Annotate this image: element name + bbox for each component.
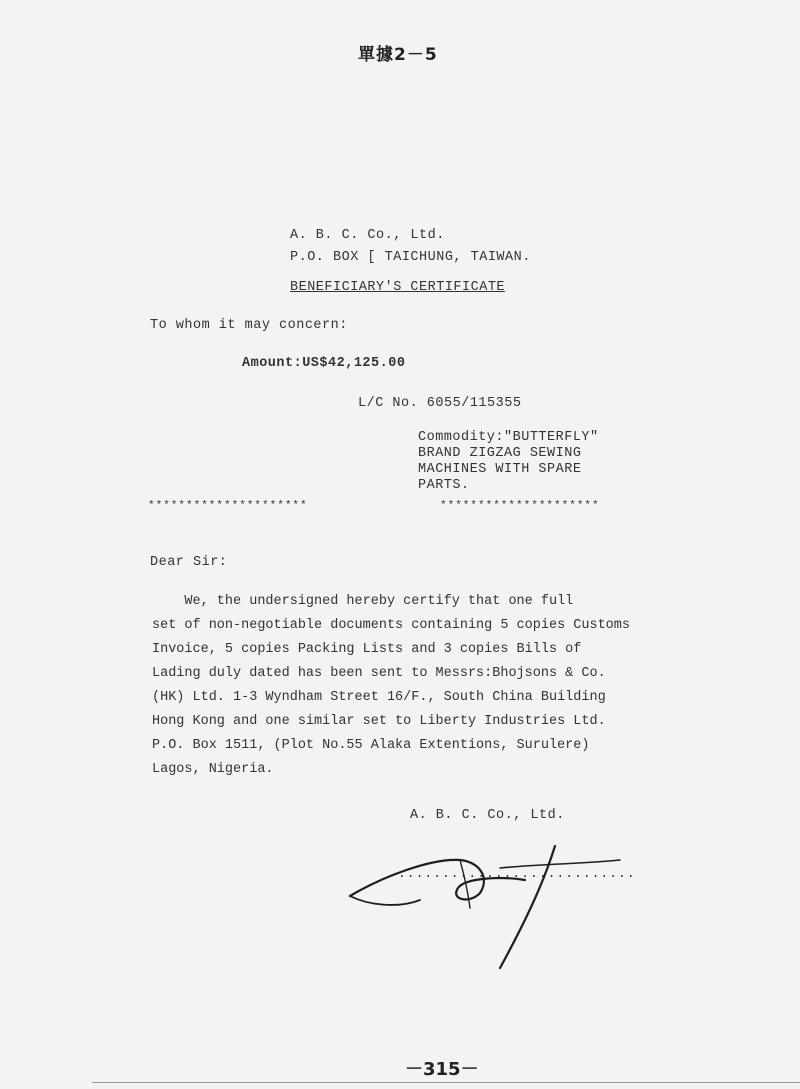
dear-salutation: Dear Sir: [150, 555, 228, 570]
bottom-rule [92, 1082, 800, 1083]
body-line: set of non-negotiable documents containing 5 copies Customs [152, 618, 630, 633]
body-line: (HK) Ltd. 1-3 Wyndham Street 16/F., South China Building [152, 690, 606, 705]
body-line: Lading duly dated has been sent to Messrs:Bhojsons & Co. [152, 666, 606, 681]
commodity-line: PARTS. [418, 478, 470, 493]
commodity-block [418, 430, 599, 494]
commodity-line: MACHINES WITH SPARE [418, 462, 582, 477]
company-address: P.O. BOX [ TAICHUNG, TAIWAN. [290, 250, 531, 265]
lc-number: L/C No. 6055/115355 [358, 396, 522, 411]
document-code: 單據2－5 [358, 45, 438, 65]
body-line: P.O. Box 1511, (Plot No.55 Alaka Extentions, Surulere) [152, 738, 590, 753]
page-number: －315－ [405, 1059, 479, 1080]
company-name: A. B. C. Co., Ltd. [290, 228, 445, 243]
salutation-top: To whom it may concern: [150, 318, 348, 333]
body-line: Hong Kong and one similar set to Liberty Industries Ltd. [152, 714, 606, 729]
separator-left: ********************* [148, 500, 308, 512]
closing-company: A. B. C. Co., Ltd. [410, 808, 565, 823]
document-title: BENEFICIARY'S CERTIFICATE [290, 280, 506, 295]
body-line: Lagos, Nigeria. [152, 762, 274, 777]
separator-right: ********************* [440, 500, 600, 512]
body-line: We, the undersigned hereby certify that one full [152, 594, 574, 609]
certificate-body [152, 590, 630, 782]
signature-icon [340, 838, 640, 978]
commodity-line: Commodity:"BUTTERFLY" [418, 430, 599, 445]
amount-line: Amount:US$42,125.00 [242, 356, 406, 371]
commodity-line: BRAND ZIGZAG SEWING [418, 446, 582, 461]
body-line: Invoice, 5 copies Packing Lists and 3 copies Bills of [152, 642, 582, 657]
signature-line: ........................... [398, 866, 636, 881]
